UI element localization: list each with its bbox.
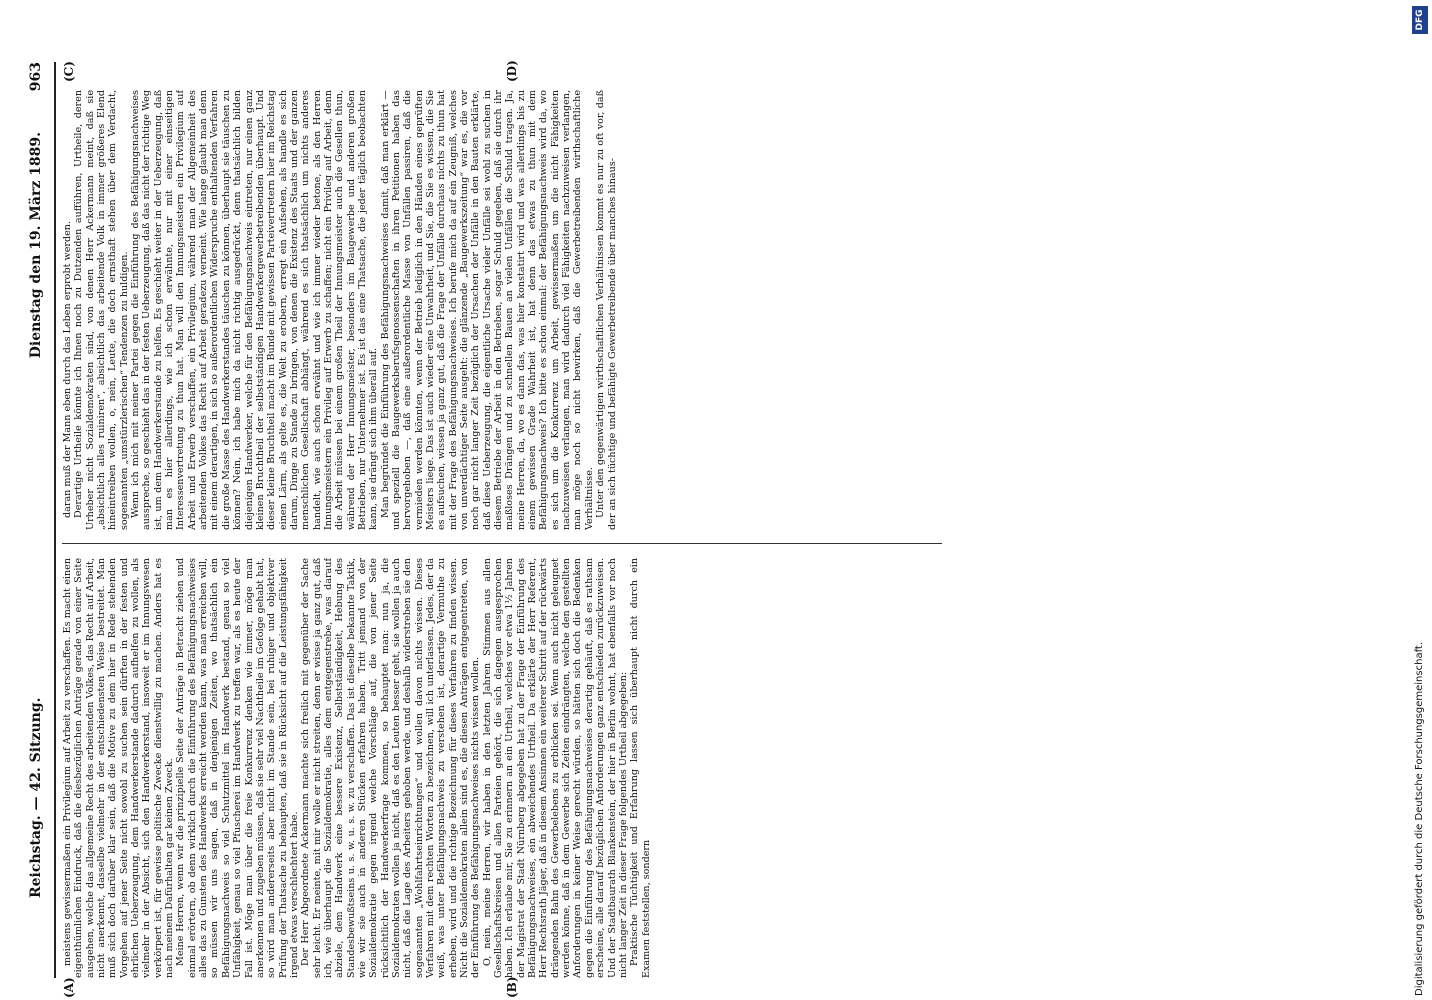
margin-marker-a: (A) — [62, 977, 76, 998]
left-column — [62, 558, 942, 978]
paragraph: O, nein, meine Herren, wir haben in den letzten Jahren Stimmen aus allen Gesellschaftskreisen und allen Parteien gehört, die sich dagegen ausgesprochen haben. Ich erlaube mir, Sie zu erinnern an ein Urtheil, welches vor etwa 1½ Jahren der Magistrat der Stadt Nürnberg abgegeben hat zu der Frage der Einführung des Befähigungsnachweises, ein abweichendes Urtheil. Da erklärte der Herr Referent, Herr Rechtsrath Jäger, daß in diesem Ansinnen ein weiterer Schritt auf der rückwärts drängenden Bahn des Gewerbelebens zu erblicken sei. Wenn auch nicht geleugnet werden könne, daß in dem Gewerbe sich Zeiten eindrängten, welche den gestellten Anforderungen in keiner Weise gerecht würden, so hätten sich doch die Bedenken gegen die Einführung des Befähigungsnachweises derartig gehäuft, daß es rathsam erscheine, alle darauf bezüglichen Anforderungen ganz entschieden zurückzuweisen. Und der Stadtbaurath Blankenstein, der hier in Berlin wohnt, hat ebenfalls vor noch nicht langer Zeit in dieser Frage folgendes Urtheil abgegeben: — [481, 558, 629, 978]
paragraph: Meine Herren, wenn wir die prinzipielle Seite der Anträge in Betracht ziehen und einmal erörtern, ob denn wirklich durch die Einführung des Befähigungsnachweises alles das zu Gunsten des Handwerks erreicht werden kann, was man erreichen will, so müssen wir uns sagen, daß in denjenigen Zeiten, wo thatsächlich ein Befähigungsnachweis so viel Schutzmittel im Handwerk bestand, genau so viel Unfähigkeit, genau so viel Pfuscherei im Handwerk zu treffen war, als es heute der Fall ist. Möge man über die freie Konkurrenz denken wie immer, möge man anerkennen und zugeben müssen, daß sie sehr viel Nachtheile im Gefolge gehabt hat, so wird man andererseits aber nicht im Stande sein, bei ruhiger und objektiver Prüfung der Thatsache zu behaupten, daß sie in Rücksicht auf die Leistungsfähigkeit irgend etwas verschlechtert habe. — [175, 558, 300, 978]
paragraph: Wenn ich mich mit meiner Partei gegen die Einführung des Befähigungsnachweises ausspreche, so geschieht das in der festen Ueberzeugung, daß das nicht der richtige Weg ist, um dem Handwerkerstande zu helfen. Es geschieht weiter in der Ueberzeugung, daß man es hier allerdings, wie ich schon erwähnte, nur mit einer einseitigen Interessenvertretung zu thun hat. Man will den Innungsmeistern ein Privilegium auf Arbeit und Erwerb verschaffen, ein Privilegium, während man der Allgemeinheit des arbeitenden Volkes das Recht auf Arbeit geradezu verneint. Wie lange glaubt man denn mit einem derartigen, in sich so außerordentlichen Widerspruche enthaltenden Verfahren die große Masse des Handwerkerstandes täuschen zu können, überhaupt sie täuschen zu können? Nein, ich habe mich da nicht richtig ausgedrückt, denn thatsächlich bilden diejenigen Handwerker, welche für den Befähigungsnachweis eintreten, nur einen ganz kleinen Bruchtheil der selbstständigen Handwerkergewerbetreibenden überhaupt. Und dieser kleine Bruchtheil macht im Bunde mit gewissen Parteivertretern hier im Reichstag einen Lärm, als gelte es, die Welt zu erobern, erregt ein Aufsehen, als handle es sich darum, Dinge zu Stande zu bringen, von denen die Existenz des Staats und der ganzen menschlichen Gesellschaft abhängt, während es sich thatsächlich um nichts anderes handelt, wie auch schon erwähnt und wie ich immer wieder betone, als den Herren Innungsmeistern ein Privileg auf Erwerb zu schaffen; nicht ein Privileg auf Arbeit, denn die Arbeit müssen bei einem großen Theil der Innungsmeister auch die Gesellen thun, während der Herr Innungsmeister, besonders im Baugewerbe und anderen großen Betrieben, nur Unternehmer ist. Es ist das eine Thatsache, die jeder täglich beobachten kann, sie drängt sich ihm überall auf. — [130, 90, 380, 530]
paragraph: Praktische Tüchtigkeit und Erfahrung lassen sich überhaupt nicht durch ein Examen feststellen, sondern — [629, 558, 652, 978]
paragraph: Man begründet die Einführung des Befähigungsnachweises damit, daß man erklärt — und speziell die Baugewerksberufsgenossenschaften in ihren Petitionen haben das hervorgehoben —, daß eine außerordentliche Masse von Unfällen passiren, daß die vermieden werden könnten, wenn der Betrieb lediglich in den Händen eines geprüften Meisters liege. Das ist auch wieder eine Unwahrheit, und Sie, die Sie es wissen, die Sie es aufsuchen, wissen ja ganz gut, daß die Frage der Unfälle durchaus nichts zu thun hat mit der Frage des Befähigungsnachweises. Ich berufe mich da auf ein Zeugniß, welches von unverdächtiger Seite ausgeht: die glänzende „Baugewerkszeitung“ war es, die vor noch gar nicht langer Zeit bezüglich der Ursachen der Unfälle in den Bauten erklärte, daß diese Ueberzeugung, die eigentliche Ursache vieler Unfälle sei wohl zu suchen in diesem Betriebe der Arbeit in den Betrieben, sogar Schuld gegeben, daß sie durch ihr maßloses Drängen und zu schnellen Bauen an vielen Unfällen die Schuld tragen. Ja, meine Herren, da, wo es dann das, was hier konstatirt wird und was allerdings bis zu einem gewissen Grade Wahrheit ist, hat denn das etwas zu thun mit dem Befähigungsnachweis? Ich bitte es schon einmal: der Befähigungsnachweis wird da, wo es sich um die Konkurrenz um Arbeit, gewissermaßen um die nicht Fähigkeiten nachzuweisen verlangen, man wird dadurch viel Fähigkeiten nachzuweisen verlangen, man möge noch so nicht bewirken, daß die Gewerbetreibenden wirthschaftliche Verhältnisse. — [379, 90, 595, 530]
paragraph: Der Herr Abgeordnete Ackermann machte sich freilich mit gegenüber der Sache sehr leicht. Er meinte, mit mir wolle er nicht streiten, denn er wisse ja ganz gut, daß ich, wie überhaupt die Sozialdemokratie, alles dem entgegenstrebe, was darauf abziele, dem Handwerk eine bessere Existenz, Selbstständigkeit, Hebung des Standesbewußtseins u. s. w. u. s. w. zu verschaffen. Das ist dieselbe bekannte Taktik, wie wir sie auch in anderen Stücken erfahren haben. Tritt jemand von der Sozialdemokratie gegen irgend welche Vorschläge auf, die von jener Seite rücksichtlich der Handwerkerfrage kommen, so behauptet man: nun ja, die Sozialdemokraten wollen ja nicht, daß es den Leuten besser geht, sie wollen ja auch nicht, daß die Lage des Arbeiters gehoben werde, und deshalb widerstreben sie den sogenannten „Wohlfahrtseinrichtungen“ und wollen davon nichts wissen. Dieses Verfahren mit dem rechten Worten zu bezeichnen, will ich unterlassen. Jedes, der da weiß, was unter Befähigungsnachweis zu verstehen ist, derartige Vermuthe zu erheben, wird und die richtige Bezeichnung für dieses Verfahren zu finden wissen. Nicht die Sozialdemokraten allein sind es, die diesen Anträgen entgegentreten, von der Einführung des Befähigungsnachweises nichts wissen wollen. — [300, 558, 482, 978]
margin-marker-c: (C) — [62, 61, 76, 82]
right-column — [62, 90, 942, 530]
margin-marker-d: (D) — [505, 60, 519, 82]
page-footer — [1412, 0, 1430, 1000]
digitization-credit: Digitalisierung gefördert durch die Deutsche Forschungsgemeinschaft. — [1414, 641, 1425, 996]
paragraph: daran muß der Mann eben durch das Leben erprobt werden. — [62, 220, 73, 518]
page-number: 963 — [28, 62, 44, 92]
paragraph: meistens gewissermaßen ein Privilegium auf Arbeit zu verschaffen. Es macht einen eigenthümlichen Eindruck, daß die diesbezüglichen Anträge gerade von einer Seite ausgehen, welche das allgemeine Recht des arbeitenden Volkes, das Recht auf Arbeit, nicht anerkennt, dasselbe vielmehr in der entschiedensten Weise bestreitet. Man muß sich doch darüber klar sein, daß die Motive zu dem hier in Rede stehenden Vorgehen auf jener Seite nicht sowohl zu suchen sein dürften in der festen und ehrlichen Ueberzeugung, dem Handwerkerstande dadurch aufhelfen zu wollen, als vielmehr in der Absicht, sich den Handwerkerstand, insoweit er im Innungswesen verkörpert ist, für gewisse politische Zwecke dienstwillig zu machen. Anders hat es nach meinem Dafürhalten gar keinen Zweck. — [62, 558, 176, 978]
dfg-logo: DFG — [1412, 6, 1428, 34]
margin-marker-b: (B) — [505, 976, 519, 998]
page-header — [22, 62, 56, 978]
header-left-title: Reichstag. — 42. Sitzung. — [28, 697, 44, 898]
paragraph: Derartige Urtheile könnte ich Ihnen noch zu Dutzenden aufführen, Urtheile, deren Urheber nicht Sozialdemokraten sind, von denen Herr Ackermann meint, daß sie „absichtlich alles ruiniren“, absichtlich das arbeitende Volk in immer größeres Elend hineintreiben wollen, o, nein, Leute, die doch ernsthaft stehen über dem Verdacht, sogenannten „umstürzlerischen“ Tendenzen zu huldigen. — [73, 90, 130, 530]
paragraph: Unter den gegenwärtigen wirthschaftlichen Verhältnissen kommt es nur zu oft vor, daß der an sich tüchtige und befähigte Gewerbetreibende über manches hinaus- — [595, 90, 618, 530]
column-divider — [62, 543, 942, 544]
header-date: Dienstag den 19. März 1889. — [28, 132, 44, 359]
